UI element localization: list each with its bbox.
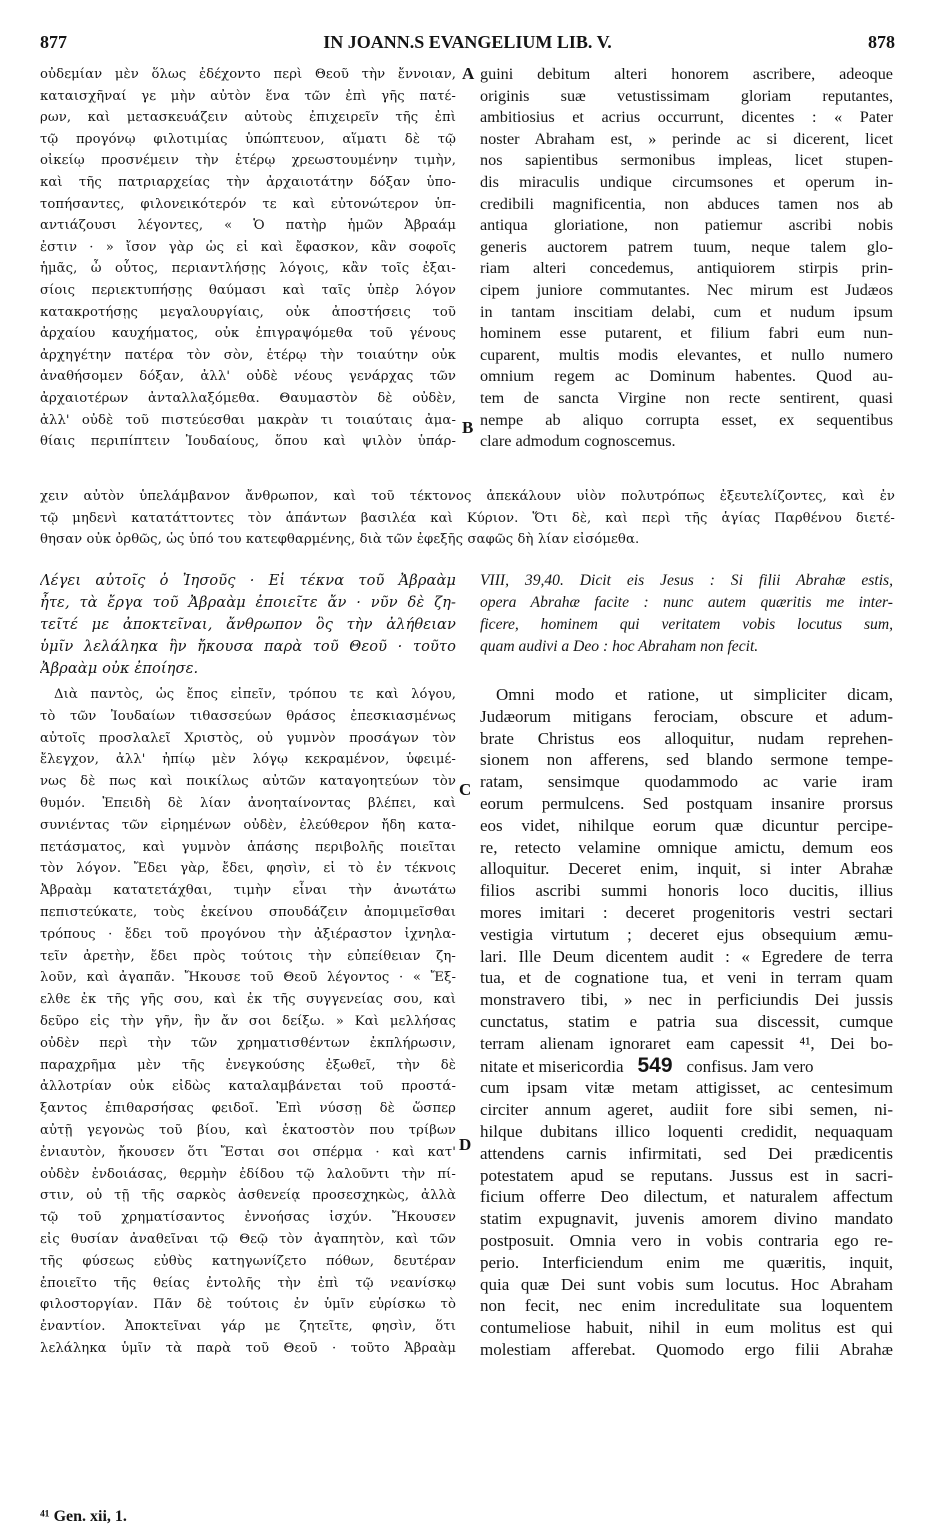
text-line: eos videt, nihilque eorum quæ dicuntur percipe- <box>480 815 893 835</box>
text-line: ambitiosius et acrius occurrunt, dicentes : « Pater <box>480 108 893 127</box>
text-line: non fecit, nec enim incredulitate sua loquentem <box>480 1296 893 1316</box>
text-line: ἐστιν · » ἴσον γὰρ ὡς εἰ καὶ ἔφασκον, κἂν σοφοῖς <box>40 239 456 255</box>
text-line: originis suæ vetustissimam gloriam reputantes, <box>480 86 893 105</box>
text-line: τρόπους · ἔδει τοῦ προγόνου τὴν ἀξιέραστον ἰχνηλα- <box>40 926 456 942</box>
left-page-number: 877 <box>40 32 67 52</box>
text-line: clare admodum cognoscemus. <box>480 432 676 451</box>
text-line: αὐτῇ γεγονὼς τοῦ βίου, καὶ ἑκατοστὸν που τρίβων <box>40 1122 456 1138</box>
text-line: ἀλλοτρίαν οὐκ εἰδὼς καταλαμβάνεται τοῦ προστά- <box>40 1079 456 1095</box>
text-line: ἐναντίον. Ἀποκτεῖναι γάρ με ζητεῖτε, φησὶν, ὅτι <box>40 1319 456 1335</box>
text-line: οἰκείῳ προσνέμειν τὴν ἑτέρῳ χρεωστουμένην τιμὴν, <box>40 153 456 169</box>
text-line: ἀναθήσομεν δόξαν, ἀλλ' οὐδὲ νέους γενάρχας τῶν <box>40 369 456 385</box>
text-line: οὐδεμίαν μὲν ὅλως ἐδέχοντο περὶ Θεοῦ τὴν ἔννοιαν, <box>40 67 456 82</box>
text-line: τῷ τοῦ χρηματίσαντος ἐννοήσας ἰσχύν. Ἤκουσεν <box>40 1210 456 1226</box>
text-line: cipem juniore commutantes. Nec mirum est Judæos <box>480 280 893 299</box>
text-line: contumeliose habuit, nihil in eum molitus est qui <box>480 1318 893 1338</box>
text-line: σίοις περιεκτυπήσῃς θαύμασι καὶ ταῖς ὑπὲρ λόγον <box>40 282 456 298</box>
greek-column-bottom <box>40 684 456 1424</box>
text-line: attendens carnis infirmitati, sed Dei prædicentis <box>480 1143 893 1163</box>
text-line: omnium regem ac Dominum habentes. Quod au- <box>480 367 893 386</box>
text-line: Ἀβραὰμ οὐκ ἐποίησε. <box>40 660 199 677</box>
text-line: Judæorum mitigans ferociam, obscure et adum- <box>480 706 893 726</box>
text-line: in tantam inscitiam delabi, cum et nudum ipsum <box>480 302 893 321</box>
text-line: potestatem apud se reputans. Jussus est in sacri- <box>480 1165 893 1185</box>
text-line: εἰς θυσίαν ἀναθεῖναι τῷ Θεῷ τὸν ἀγαπητὸν, καὶ τῶν <box>40 1231 456 1247</box>
text-line: cunctatus, statim e patria sua discessit, cumque <box>480 1011 893 1031</box>
text-line: τὸν λόγον. Ἔδει γὰρ, ἔδει, φησὶν, εἰ τὸ ἐν τέκνοις <box>40 861 456 877</box>
greek-verse-lemma <box>40 570 456 682</box>
text-line: cuparent, multis modis elevantes, et nullo numero <box>480 345 893 364</box>
margin-marker-a: A <box>462 64 475 83</box>
text-line: ἔλεγχον, ἀλλ' ἠπίῳ μὲν λόγῳ κεκραμένον, ὑφειμέ- <box>40 752 456 768</box>
column-number: 549 <box>637 1054 673 1077</box>
running-title: IN JOANN.S EVANGELIUM LIB. V. <box>323 32 612 52</box>
text-line: opera Abrahæ facite : nunc autem quæritis me inter- <box>480 594 893 611</box>
margin-marker-c: C <box>459 780 472 799</box>
text-line: ratam, sensimque quodammodo ac varie iram <box>480 772 893 792</box>
latin-column-bottom <box>480 684 893 1424</box>
text-line: ἦτε, τὰ ἔργα τοῦ Ἀβραὰμ ἐποιεῖτε ἄν · νῦν δὲ ζη- <box>40 594 456 611</box>
text-line: ἐνιαυτὸν, ἤκουσεν ὅτι Ἔσται σοι σπέρμα · καὶ κατ' <box>40 1144 456 1160</box>
text-line: ὑμῖν λελάληκα ἣν ἤκουσα παρὰ τοῦ Θεοῦ · τοῦτο <box>40 638 456 655</box>
running-header <box>40 32 895 58</box>
text-line: ξαντος ἐπιθαρσήσας φειδοῖ. Ἐπὶ νύσσῃ δὲ ὥσπερ <box>40 1101 456 1117</box>
text-line: θησαν οὐκ ὀρθῶς, ὡς ὑπό του κατεφθαρμένης, διὰ τῶν ἐφεξῆς σαφῶς δὴ λίαν εἰσόμεθα. <box>40 532 640 548</box>
text-line: ἀρχηγέτην πατέρα τὸν σὸν, ἑτέρῳ τὴν τοιαύτην οὐκ <box>40 347 456 363</box>
text-line: statim expugnavit, juvenis amorem divino mandato <box>480 1209 893 1229</box>
text-line: νως δὲ πως καὶ ποικίλως αὐτῶν καταγοητεύων τὸν <box>40 774 456 790</box>
text-line: θίαις περιπίπτειν Ἰουδαίους, ὅπου καὶ ψιλὸν ὑπάρ- <box>40 434 456 450</box>
text-line: ελθε ἐκ τῆς γῆς σου, καὶ ἐκ τῆς συγγενείας σου, καὶ <box>40 992 456 1008</box>
text-line: antiqua gloriatione, non patiemur ascribi nobis <box>480 216 893 235</box>
text-line: Omni modo et ratione, ut simpliciter dicam, <box>496 685 893 704</box>
text-line: τὸ τῶν Ἰουδαίων τιθασσεύων θράσος ἐπεσκιασμένως <box>40 708 456 724</box>
text-line: ἐποιεῖτο τῆς θείας ἐντολῆς τὴν ἐπὶ τῷ νεανίσκῳ <box>40 1275 456 1291</box>
footnote: ⁴¹ Gen. xii, 1. <box>40 1508 127 1525</box>
text-line: τῆς φύσεως εὐθὺς κατηγωνίζετο πόθων, δευτέραν <box>40 1253 456 1269</box>
text-line: Ἀβραὰμ κατατετάχθαι, τιμὴν εἶναι τὴν ἀνωτάτω <box>40 883 456 899</box>
text-line: terram alienam ignoraret eam capessit ⁴¹, Dei bo- <box>480 1033 893 1053</box>
text-line: ficium offerre Deo dilectum, et naturalem affectum <box>480 1187 893 1207</box>
text-line: mores imitari : deceret progenitoris vestri sectari <box>480 902 893 922</box>
greek-column-top <box>40 64 456 453</box>
text-line: φιλοστοργίαν. Πᾶν δὲ τούτοις ἐν ὑμῖν εὑρίσκω τὸ <box>40 1297 456 1313</box>
text-line: molestiam afferebat. Quomodo ergo filii Abrahæ <box>480 1339 893 1359</box>
text-line: θυμόν. Ἐπειδὴ δὲ λίαν ἀνοηταίνοντας βλέπει, καὶ <box>40 795 456 811</box>
text-line: χειν αὐτὸν ὑπελάμβανον ἄνθρωπον, καὶ τοῦ τέκτονος ἀπεκάλουν υἱὸν πολυτρόπως ἐξευτελίζοντες, καὶ ἐν <box>40 489 895 504</box>
text-line: παραχρῆμα μὲν τῆς ἐνεγκούσης ἐξωθεῖ, τὴν δὲ <box>40 1057 456 1073</box>
text-line: αὐτοῖς προσλαλεῖ Χριστὸς, οὐ γυμνὸν προσάγων τὸν <box>40 730 456 746</box>
text-line: dis miraculis undique circumsones et operum in- <box>480 172 893 191</box>
text-line: riam alteri concedemus, antiquiorem stirpis prin- <box>480 259 893 278</box>
text-line: λοῦν, καὶ ἀγαπᾶν. Ἤκουσε τοῦ Θεοῦ λέγοντος · « Ἔξ- <box>40 970 456 986</box>
text-fragment: confisus. Jam vero <box>686 1056 814 1076</box>
text-line: postposuit. Omnia vero in vobis contraria ego re- <box>480 1230 893 1250</box>
text-line: sionem non afferens, sed blando sermone tempe- <box>480 750 893 770</box>
text-line: συνιέντας τῶν εἰρημένων οὐδὲν, ἐλεύθερον ἤδη κατα- <box>40 817 456 833</box>
text-line <box>480 1055 893 1078</box>
text-line: τεῖτέ με ἀποκτεῖναι, ἄνθρωπον ὃς τὴν ἀλήθειαν <box>40 616 456 633</box>
right-page-number: 878 <box>868 32 895 52</box>
text-line: Λέγει αὐτοῖς ὁ Ἰησοῦς · Εἰ τέκνα τοῦ Ἀβραὰμ <box>40 572 456 589</box>
text-line: λελάληκα ὑμῖν τὰ παρὰ τοῦ Θεοῦ · τοῦτο Ἀβραὰμ <box>40 1340 456 1356</box>
text-line: οὐδὲν ἐνδοιάσας, θερμὴν ἐδίδου τῷ λαλοῦντι τὴν πί- <box>40 1166 456 1182</box>
text-line: guini debitum alteri honorem ascribere, adeoque <box>480 65 893 83</box>
margin-marker-d: D <box>459 1135 472 1154</box>
text-line: tem de sancta Virgine non recte sentirent, quasi <box>480 388 893 407</box>
text-line: καταισχῆναί γε μὴν αὐτὸν ἕνα τῶν ἐπὶ γῆς πατέ- <box>40 88 456 104</box>
text-line: nos sapientibus sermonibus impleas, licet stupen- <box>480 151 893 170</box>
margin-marker-b: B <box>462 418 474 437</box>
text-line: τῷ προγόνῳ φιλοτιμίας ὑπώπτευον, αἵματι δὲ τῷ <box>40 131 456 147</box>
text-line: circiter annum ageret, audiit fore sibi semen, ni- <box>480 1100 893 1120</box>
text-line: ἀρχαίου καυχήματος, οὐκ ἐπιγραψόμεθα τοῦ γένους <box>40 326 456 342</box>
text-line: κατακροτήσῃς μεγαλουργίαις, οὐκ ἀποστήσεις τοῦ <box>40 304 456 320</box>
text-line: δεῦρο εἰς τὴν γῆν, ἣν ἄν σοι δείξω. » Καὶ μελλήσας <box>40 1013 456 1029</box>
text-line: στιν, οὐ τῇ τῆς σαρκὸς ἀσθενείᾳ προσεσχηκὼς, ἀλλὰ <box>40 1188 456 1204</box>
text-line: brate Christus eos alloquitur, nudam reprehen- <box>480 728 893 748</box>
text-line: hilque dubitans illico loquenti credidit, nequaquam <box>480 1121 893 1141</box>
text-line: ficere, hominem qui veritatem vobis locutus sum, <box>480 616 893 633</box>
text-line: lari. Ille Deum dicentem audit : « Egredere de terra <box>480 946 893 966</box>
text-line: hominem esse putarent, et filium fabri eum nun- <box>480 324 893 343</box>
text-line: cum ipsam vitæ metam attigisset, ac centesimum <box>480 1078 893 1098</box>
greek-full-width-text <box>40 486 895 551</box>
text-line: ἀρχαιοτέρων ἀνταλλαξόμεθα. Θαυμαστὸν δὲ οὐδὲν, <box>40 390 456 406</box>
text-line: VIII, 39,40. Dicit eis Jesus : Si filii Abrahæ estis, <box>480 572 893 589</box>
text-line: πετάσματος, καὶ γυμνὸν ἁπάσης περιβολῆς ποιεῖται <box>40 839 456 855</box>
text-line: vestigia virtutum ; deceret ejus obsequium æmu- <box>480 924 893 944</box>
text-line: tua, et de cognatione tua, et veni in terram quam <box>480 968 893 988</box>
text-line: Διὰ παντὸς, ὡς ἔπος εἰπεῖν, τρόπου τε καὶ λόγου, <box>54 687 456 702</box>
text-fragment: nitate et misericordia <box>480 1056 624 1076</box>
text-line: ρων, καὶ μετασκευάζειν αὐτοὺς ἐπιχειρεῖν τῆς ἐπὶ <box>40 110 456 126</box>
text-line: καὶ τῆς πατριαρχείας τὴν ἀρχαιοτάτην δόξαν ὑπο- <box>40 174 456 190</box>
text-line: ἀλλ' οὐδὲ τοῦ πιστεύεσθαι μακρὰν τι τοιαύταις ἀμα- <box>40 412 456 428</box>
text-line: nempe ab aliquo corrupta esset, ex sequentibus <box>480 410 893 429</box>
text-line: τῷ μηδενὶ κατατάττοντες τὸν ἁπάντων βασιλέα καὶ Κύριον. Ὅτι δὲ, καὶ περὶ τῆς ἁγίας Παρθένου διετέ- <box>40 510 895 526</box>
text-line: re, retecto velamine omnique amictu, demum eos <box>480 837 893 857</box>
latin-verse-lemma <box>480 570 893 660</box>
text-line: credibili magnificentia, non abduces tamen nos ab <box>480 194 893 213</box>
text-line: τοπήσαντες, φιλονεικότερόν τε καὶ εὐτονώτερον ὑπ- <box>40 196 456 212</box>
text-line: alloquitur. Deceret enim, inquit, si inter Abrahæ <box>480 859 893 879</box>
text-line: αντιάζουσι λέγοντες, « Ὁ πατὴρ ἡμῶν Ἀβραάμ <box>40 218 456 234</box>
text-line: perio. Interficiendum enim me quæritis, inquit, <box>480 1252 893 1272</box>
text-line: πεπιστεύκατε, τοὺς ἐκείνου σπουδάζειν ἀπομιμεῖσθαι <box>40 904 456 920</box>
text-line: eorum permulcens. Sed postquam insanire prorsus <box>480 793 893 813</box>
text-line: τεῖν ἀρετὴν, ἔδει πρὸς τούτοις τὴν εὐπείθειαν ζη- <box>40 948 456 964</box>
text-line: generis auctorem patrem tuum, neque talem glo- <box>480 237 893 256</box>
text-line: monstravero tibi, » nec in perficiundis Dei jussis <box>480 990 893 1010</box>
latin-column-top <box>480 64 893 453</box>
text-line: ἡμᾶς, ὦ οὗτος, περιαντλήσῃς λόγοις, κἂν τοῖς ἐξαι- <box>40 261 456 277</box>
text-line: filios ascribi summi honoris loco ducitis, illius <box>480 881 893 901</box>
text-line: quia quæ Dei sunt vobis sum locutus. Hoc Abraham <box>480 1274 893 1294</box>
text-line: quam audivi a Deo : hoc Abraham non fecit. <box>480 638 759 655</box>
text-line: οὐδὲν περὶ τὴν τῶν χρηματισθέντων ἐκπλήρωσιν, <box>40 1035 456 1051</box>
text-line: noster Abraham est, » perinde ac si dicerent, licet <box>480 129 893 148</box>
